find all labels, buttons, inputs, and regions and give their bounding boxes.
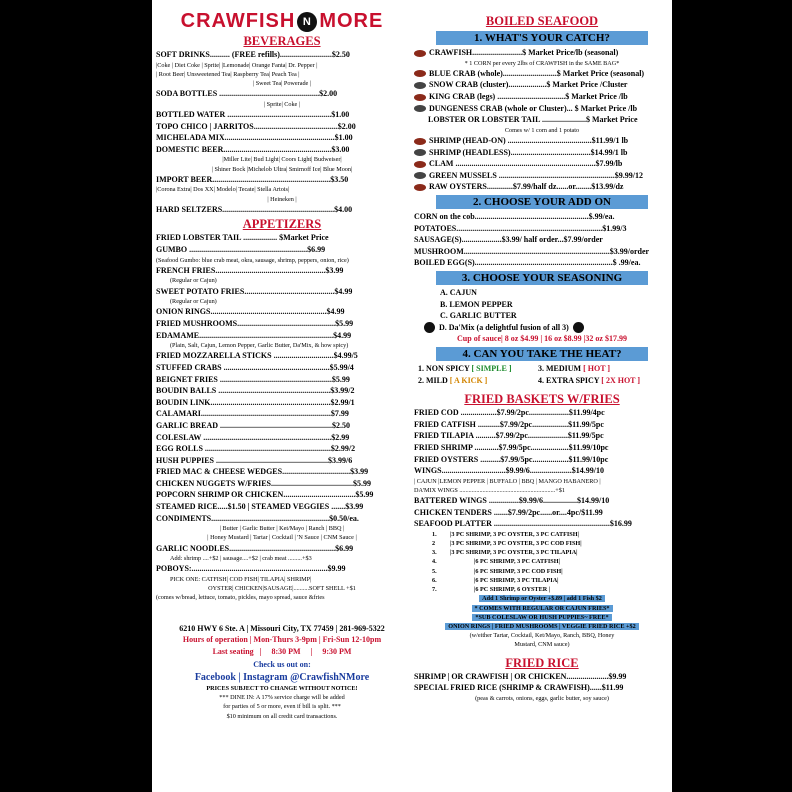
appetizer-item xyxy=(156,543,408,555)
appetizer-text: GUMBO ...........................................................$6.99 xyxy=(156,244,326,254)
basket-text: FRIED TILAPIA ..........$7.99/2pc....................$11.99/5pc xyxy=(414,431,604,441)
beverages-list xyxy=(156,49,408,215)
appetizer-text: FRIED LOBSTER TAIL ................. $Market Price xyxy=(156,233,329,243)
basket-note: Add 1 Shrimp or Oyster +$.89 | add 1 Fish $2 xyxy=(479,595,605,602)
basket-text: FRIED OYSTERS ..........$7.99/5pc..................$11.99/10pc xyxy=(414,454,609,464)
logo-n-badge: N xyxy=(297,12,317,32)
basket-item xyxy=(414,419,670,431)
addon-text: CORN on the cob.........................................................$.99/ea. xyxy=(414,211,615,221)
appetizer-text: EDAMAME...................................................................$4.99 xyxy=(156,330,352,340)
appetizer-text: (Plain, Salt, Cajun, Lemon Pepper, Garlic Butter, Da'Mix, & how spicy) xyxy=(170,342,349,350)
beverage-item xyxy=(156,174,408,186)
logo-right: MORE xyxy=(319,10,384,32)
appetizer-item xyxy=(156,256,408,265)
addon-item xyxy=(414,257,670,269)
appetizer-text: POPCORN SHRIMP OR CHICKEN....................................$5.99 xyxy=(156,490,374,500)
seafood-icon xyxy=(414,138,426,145)
seasoning-text: A. CAJUN xyxy=(440,287,477,297)
beverage-text: SOFT DRINKS.......... (FREE refills)..........................$2.50 xyxy=(156,50,350,59)
appetizer-text: | Honey Mustard | Tartar | Cocktail | 'N Sauce | CNM Sauce | xyxy=(207,534,357,542)
platter-text: |6 PC SHRIMP, 3 PC CATFISH| xyxy=(474,558,560,566)
catch-item xyxy=(414,103,670,115)
platter-text: |6 PC SHRIMP, 3 PC COD FISH| xyxy=(474,567,563,575)
beverage-item xyxy=(156,109,408,121)
basket-item xyxy=(414,486,670,495)
beverage-item xyxy=(156,132,408,144)
beverage-item xyxy=(156,165,408,174)
sauce-note-1: (w/either Tartar, Cocktail, Ket/Mayo, Ranch, BBQ, Honey xyxy=(469,632,615,640)
appetizer-item xyxy=(156,232,408,244)
card-minimum: $10 minimum on all credit card transactions. xyxy=(226,712,338,720)
catch-text: KING CRAB (legs) ..................................$ Market Price /lb xyxy=(429,91,628,101)
platter-number: 3. xyxy=(432,549,437,557)
appetizer-text: EGG ROLLS ...............................................................$2.99/2 xyxy=(156,444,356,454)
catch-text: Comes w/ 1 corn and 1 potato xyxy=(504,126,580,134)
basket-note-row xyxy=(414,594,670,603)
appetizer-item xyxy=(156,501,408,513)
fried-baskets-title: FRIED BASKETS W/FRIES xyxy=(464,392,620,407)
appetizer-text: GARLIC BREAD ........................................................$2.50 xyxy=(156,420,351,430)
addon-list xyxy=(414,211,670,269)
appetizer-text: Add: shrimp ....+$2 | sausage....+$2 | crab meat .........+$3 xyxy=(170,555,312,563)
beverage-text: DOMESTIC BEER......................................................$3.00 xyxy=(156,144,350,154)
catch-text: RAW OYSTERS.............$7.99/half dz......or........$13.99/dz xyxy=(429,182,624,192)
platter-option xyxy=(414,557,670,566)
heat-extra-spicy-tag: [ 2X HOT ] xyxy=(601,375,641,385)
appetizer-text: STEAMED RICE.....$1.50 | STEAMED VEGGIES .......$3.99 xyxy=(156,502,364,512)
beverage-text: | Heineken | xyxy=(267,195,297,203)
appetizer-text: FRIED MUSHROOMS.................................................$5.99 xyxy=(156,318,354,328)
addon-item xyxy=(414,223,670,235)
appetizer-text: | Butter | Garlic Butter | Ket/Mayo | Ranch | BBQ | xyxy=(219,525,345,533)
platter-number: 7. xyxy=(432,586,437,594)
basket-text: SEAFOOD PLATTER ..........................................................$16.99 xyxy=(414,519,632,529)
catch-item xyxy=(414,135,670,147)
catch-text: BLUE CRAB (whole)...........................$ Market Price (seasonal) xyxy=(429,68,645,78)
beverages-title: BEVERAGES xyxy=(243,34,321,48)
addon-item xyxy=(414,246,670,258)
beverage-text: | Sprite| Coke | xyxy=(263,100,301,108)
heat-medium: 3. MEDIUM xyxy=(538,363,582,373)
rice-item xyxy=(414,694,670,703)
seasoning-item xyxy=(414,310,670,322)
appetizer-item xyxy=(156,563,408,575)
appetizer-item xyxy=(156,554,408,563)
appetizer-item xyxy=(156,408,408,420)
appetizer-item xyxy=(156,341,408,350)
beverage-text: MICHELADA MIX.......................................................$1.00 xyxy=(156,133,353,143)
heat-medium-tag: [ HOT ] xyxy=(583,363,611,373)
basket-text: CHICKEN TENDERS .......$7.99/2pc......or....4pc/$11.99 xyxy=(414,507,603,517)
beverage-text: TOPO CHICO | JARRITOS..........................................$2.00 xyxy=(156,121,356,131)
beverage-item xyxy=(156,100,408,109)
basket-note-row xyxy=(414,604,670,613)
last-seating-weekend: 9:30 PM xyxy=(322,646,352,656)
beverage-item xyxy=(156,49,408,61)
beverage-item xyxy=(156,79,408,88)
platter-number: 6. xyxy=(432,576,437,584)
appetizer-item xyxy=(156,478,408,490)
beverage-item xyxy=(156,195,408,204)
step-4-bar: 4. CAN YOU TAKE THE HEAT? xyxy=(436,347,648,361)
beverage-text: | Root Beer| Unsweetened Tea| Raspberry Tea| Peach Tea | xyxy=(156,70,300,78)
appetizer-text: STUFFED CRABS .....................................................$5.99/4 xyxy=(156,362,354,372)
fried-rice-list xyxy=(414,671,670,703)
appetizer-text: CONDIMENTS...........................................................$0.50/ea. xyxy=(156,513,359,523)
platter-text: |3 PC SHRIMP, 3 PC OYSTER, 3 PC COD FISH| xyxy=(450,540,582,548)
right-column xyxy=(414,0,670,703)
platter-text: |6 PC SHRIMP, 3 PC TILAPIA| xyxy=(474,576,559,584)
appetizer-item xyxy=(156,265,408,277)
basket-note-row xyxy=(414,622,670,631)
social-handles[interactable]: Facebook | Instagram @CrawfishNMore xyxy=(194,672,370,684)
appetizer-text: FRIED MAC & CHEESE WEDGES..................................$3.99 xyxy=(156,467,369,477)
appetizer-item xyxy=(156,584,408,593)
appetizers-title: APPETIZERS xyxy=(242,217,322,232)
basket-note: *SUB COLESLAW OR HUSH PUPPIES~ FREE* xyxy=(472,614,611,621)
boiled-seafood-title: BOILED SEAFOOD xyxy=(485,14,599,28)
appetizer-text: PICK ONE: CATFISH| COD FISH| TILAPIA| SHRIMP| xyxy=(170,576,312,584)
last-seating: Last seating | 8:30 PM | 9:30 PM xyxy=(212,646,352,656)
catch-text: DUNGENESS CRAB (whole or Cluster)... $ Market Price /lb xyxy=(429,103,638,113)
heat-levels xyxy=(414,363,670,386)
appetizer-item xyxy=(156,286,408,298)
sauce-note-2: Mustard, CNM sauce) xyxy=(514,641,570,649)
platter-text: |3 PC SHRIMP, 3 PC OYSTER, 3 PC CATFISH| xyxy=(450,530,579,538)
basket-item xyxy=(414,407,670,419)
fried-baskets-list xyxy=(414,407,670,530)
appetizer-item xyxy=(156,524,408,533)
heat-non-spicy-tag: [ SIMPLE ] xyxy=(471,363,512,373)
appetizer-text: OYSTER| CHICKEN|SAUSAGE|..........SOFT SHELL +$1 xyxy=(208,585,356,593)
platter-number: 5. xyxy=(432,567,437,575)
menu-sheet xyxy=(152,0,672,792)
catch-text: LOBSTER OR LOBSTER TAIL ......................$ Market Price xyxy=(428,115,638,125)
rice-item xyxy=(414,671,670,683)
appetizer-item xyxy=(156,297,408,306)
beverage-text: SODA BOTTLES ..................................................$2.00 xyxy=(156,89,338,99)
platter-option xyxy=(414,548,670,557)
basket-text: FRIED CATFISH ...........$7.99/2pc..................$11.99/5pc xyxy=(414,419,604,429)
appetizer-item xyxy=(156,420,408,432)
appetizer-item xyxy=(156,489,408,501)
beverage-text: HARD SELTZERS........................................................$4.00 xyxy=(156,204,353,214)
basket-text: FRIED SHRIMP ............$7.99/5pc...................$11.99/10pc xyxy=(414,442,609,452)
fried-rice-title: FRIED RICE xyxy=(505,655,579,670)
catch-item xyxy=(414,91,670,103)
heat-non-spicy: 1. NON SPICY xyxy=(418,363,470,373)
crawfish-ball-icon xyxy=(424,322,435,333)
step-1-bar: 1. WHAT'S YOUR CATCH? xyxy=(436,31,648,45)
appetizer-item xyxy=(156,397,408,409)
appetizer-item xyxy=(156,513,408,525)
catch-text: SHRIMP (HEADLESS)........................................$14.99/1 lb xyxy=(429,147,628,157)
beverage-item xyxy=(156,70,408,79)
appetizer-text: (Regular or Cajun) xyxy=(170,298,217,306)
rice-item xyxy=(414,682,670,694)
catch-item xyxy=(414,59,670,68)
platter-text: |6 PC SHRIMP, 6 OYSTER | xyxy=(474,586,551,594)
catch-item xyxy=(414,47,670,59)
seasoning-text: C. GARLIC BUTTER xyxy=(440,311,517,321)
cup-of-sauce: Cup of sauce| 8 oz $4.99 | 16 oz $8.99 |32 oz $17.99 xyxy=(457,334,627,344)
beverage-item xyxy=(156,155,408,164)
basket-item xyxy=(414,430,670,442)
seafood-icon xyxy=(414,70,426,77)
basket-item xyxy=(414,465,670,477)
step-3-bar: 3. CHOOSE YOUR SEASONING xyxy=(436,271,648,285)
catch-text: SHRIMP (HEAD-ON) ..........................................$11.99/1 lb xyxy=(429,135,629,145)
basket-note: * COMES WITH REGULAR OR CAJUN FRIES* xyxy=(472,605,613,612)
appetizer-text: (Regular or Cajun) xyxy=(170,277,217,285)
hours-weekday: | Mon-Thurs 3-9pm xyxy=(249,635,317,645)
appetizer-item xyxy=(156,306,408,318)
appetizer-item xyxy=(156,374,408,386)
crawfish-ball-icon xyxy=(573,322,584,333)
appetizer-text: BEIGNET FRIES ........................................................$5.99 xyxy=(156,374,350,384)
seasoning-item xyxy=(414,322,670,334)
beverage-text: |Coke | Diet Coke | Sprite| |Lemonade| Orange Fanta| Dr. Pepper | xyxy=(156,61,318,69)
seasoning-item xyxy=(414,287,670,299)
beverage-text: | Shiner Bock |Michelob Ultra| Smirnoff Ice| Blue Moon| xyxy=(211,165,353,173)
dine-in-note-1: *** DINE IN: A 17% service charge will be added xyxy=(219,694,345,702)
appetizer-item xyxy=(156,350,408,362)
addon-text: MUSHROOM.........................................................................$3.99/order xyxy=(414,246,650,256)
appetizer-text: COLESLAW ................................................................$2.99 xyxy=(156,432,350,442)
appetizer-item xyxy=(156,318,408,330)
seafood-icon xyxy=(414,172,426,179)
basket-note-row xyxy=(414,613,670,622)
seasoning-text: D. Da'Mix (a delightful fusion of all 3) xyxy=(439,322,569,332)
beverage-text: IMPORT BEER...........................................................$3.50 xyxy=(156,174,349,184)
catch-text: * 1 CORN per every 2lbs of CRAWFISH in the SAME BAG* xyxy=(464,59,620,67)
platter-option xyxy=(414,539,670,548)
hours-weekend: | Fri-Sun 12-10pm xyxy=(318,635,382,645)
basket-item xyxy=(414,518,670,530)
logo-left: CRAWFISH xyxy=(180,10,296,32)
appetizer-text: (Seafood Gumbo: blue crab meat, okra, sausage, shrimp, peppers, onion, rice) xyxy=(156,256,349,264)
seafood-icon xyxy=(414,94,426,101)
hours-label: Hours of operation xyxy=(182,635,248,645)
seasoning-text: B. LEMON PEPPER xyxy=(440,299,513,309)
platter-option xyxy=(414,567,670,576)
appetizer-text: FRIED MOZZARELLA STICKS ..............................$4.99/5 xyxy=(156,351,358,361)
heat-row-1 xyxy=(418,363,670,375)
check-out: Check us out on: xyxy=(253,660,311,670)
platter-number: 4. xyxy=(432,558,437,566)
beverage-text: |Corona Extra| Dos XX| Modelo| Tecate| Stella Artois| xyxy=(156,186,290,194)
rice-text: SPECIAL FRIED RICE (SHRIMP & CRAWFISH)......$11.99 xyxy=(414,683,624,693)
hours xyxy=(156,634,408,646)
appetizer-item xyxy=(156,276,408,285)
catch-text: CLAM ......................................................................$7.99/lb xyxy=(429,159,623,169)
seafood-icon xyxy=(414,82,426,89)
beverage-text: |Miller Lite| Bud Light| Coors Light| Budweiser| xyxy=(222,156,342,164)
heat-extra-spicy: 4. EXTRA SPICY xyxy=(538,375,600,385)
seafood-icon xyxy=(414,149,426,156)
addon-item xyxy=(414,211,670,223)
addon-text: SAUSAGE(S)....................$3.99/ half order...$7.99/order xyxy=(414,235,603,245)
seafood-platter-options xyxy=(414,530,670,594)
beverage-text: BOTTLED WATER ....................................................$1.00 xyxy=(156,110,350,119)
basket-text: WINGS................................$9.99/6.....................$14.99/10 xyxy=(414,466,605,476)
address: 6210 HWY 6 Ste. A | Missouri City, TX 77459 | 281-969-5322 xyxy=(179,623,385,633)
logo xyxy=(156,8,408,34)
heat-mild-tag: [ A KICK ] xyxy=(449,375,488,385)
appetizer-item xyxy=(156,455,408,467)
appetizer-item xyxy=(156,385,408,397)
catch-text: SNOW CRAB (cluster)...................$ Market Price /Cluster xyxy=(429,80,628,90)
catch-list xyxy=(414,47,670,193)
basket-item xyxy=(414,507,670,519)
beverage-item xyxy=(156,88,408,100)
dine-in-note-2: for parties of 5 or more, even if bill is split. *** xyxy=(223,703,341,711)
appetizer-item xyxy=(156,362,408,374)
catch-item xyxy=(414,114,670,126)
catch-item xyxy=(414,158,670,170)
appetizer-item xyxy=(156,575,408,584)
platter-text: |3 PC SHRIMP, 3 PC OYSTER, 3 PC TILAPIA| xyxy=(450,549,578,557)
basket-text: | CAJUN |LEMON PEPPER | BUFFALO | BBQ | MANGO HABANERO | xyxy=(414,477,601,485)
appetizer-text: BOUDIN BALLS ........................................................$3.99/2 xyxy=(156,386,355,396)
price-notice: PRICES SUBJECT TO CHANGE WITHOUT NOTICE! xyxy=(206,685,358,693)
addon-text: POTATOES.........................................................................$1.99/3 xyxy=(414,223,627,233)
appetizer-text: GARLIC NOODLES.....................................................$6.99 xyxy=(156,543,354,553)
platter-number: 2 xyxy=(432,540,436,548)
beverage-item xyxy=(156,185,408,194)
platter-option xyxy=(414,576,670,585)
catch-item xyxy=(414,147,670,159)
catch-item xyxy=(414,79,670,91)
appetizer-item xyxy=(156,466,408,478)
appetizer-text: CHICKEN NUGGETS W/FRIES.........................................$5.99 xyxy=(156,478,371,488)
basket-item xyxy=(414,454,670,466)
catch-item xyxy=(414,68,670,80)
catch-item xyxy=(414,170,670,182)
catch-item xyxy=(414,181,670,193)
platter-option xyxy=(414,585,670,594)
seasoning-list xyxy=(414,287,670,333)
heat-row-2 xyxy=(418,375,670,387)
addon-item xyxy=(414,234,670,246)
beverage-item xyxy=(156,204,408,216)
appetizer-item xyxy=(156,533,408,542)
basket-item xyxy=(414,442,670,454)
appetizer-text: BOUDIN LINK............................................................$2.99/1 xyxy=(156,397,355,407)
rice-text: (peas & carrots, onions, eggs, garlic butter, soy sauce) xyxy=(475,694,609,702)
basket-item xyxy=(414,477,670,486)
appetizers-list xyxy=(156,232,408,602)
left-column xyxy=(156,0,408,721)
beverage-item xyxy=(156,121,408,133)
appetizer-text: ONION RINGS..........................................................$4.99 xyxy=(156,307,345,317)
platter-option xyxy=(414,530,670,539)
appetizer-text: POBOYS:....................................................................$9.99 xyxy=(156,564,346,574)
beverage-text: | Sweet Tea| Powerade | xyxy=(252,80,312,87)
footer-info xyxy=(156,623,408,721)
last-seating-weekday: 8:30 PM xyxy=(271,646,301,656)
seafood-icon xyxy=(414,161,426,168)
appetizer-item xyxy=(156,244,408,256)
seafood-icon xyxy=(414,50,426,57)
appetizer-item xyxy=(156,593,408,602)
basket-notes xyxy=(414,594,670,631)
last-seating-label: Last seating xyxy=(212,646,254,656)
catch-text: GREEN MUSSELS ..........................................................$9.99/12 xyxy=(429,170,644,180)
appetizer-text: (comes w/bread, lettuce, tomato, pickles, mayo spread, sauce &fries xyxy=(156,594,325,602)
beverage-item xyxy=(156,61,408,70)
appetizer-item xyxy=(156,330,408,342)
seafood-icon xyxy=(414,105,426,112)
addon-text: BOILED EGG(S).....................................................................$ .99/ea. xyxy=(414,258,641,268)
appetizer-text: SWEET POTATO FRIES.............................................$4.99 xyxy=(156,286,353,296)
appetizer-text: HUSH PUPPIES ........................................................$3.99/6 xyxy=(156,455,353,465)
basket-note: ONION RINGS | FRIED MUSHROOMS | VEGGIE FRIED RICE +$2 xyxy=(445,623,639,630)
platter-number: 1. xyxy=(432,530,437,538)
beverage-item xyxy=(156,144,408,156)
basket-text: FRIED COD ..................$7.99/2pc....................$11.99/4pc xyxy=(414,408,605,418)
basket-item xyxy=(414,495,670,507)
seafood-icon xyxy=(414,184,426,191)
appetizer-text: FRENCH FRIES.......................................................$3.99 xyxy=(156,265,344,275)
basket-text: DA'MIX WINGS ..............................................................+$1 xyxy=(414,486,565,494)
heat-mild: 2. MILD xyxy=(418,375,448,385)
basket-text: BATTERED WINGS ...............$9.99/6.................$14.99/10 xyxy=(414,496,610,506)
seasoning-item xyxy=(414,299,670,311)
rice-text: SHRIMP | OR CRAWFISH | OR CHICKEN.....................$9.99 xyxy=(414,671,627,681)
step-2-bar: 2. CHOOSE YOUR ADD ON xyxy=(436,195,648,209)
appetizer-text: CALAMARI.................................................................$7.99 xyxy=(156,409,349,419)
catch-item xyxy=(414,126,670,135)
appetizer-item xyxy=(156,432,408,444)
appetizer-item xyxy=(156,443,408,455)
catch-text: CRAWFISH.........................$ Market Price/lb (seasonal) xyxy=(429,48,619,57)
